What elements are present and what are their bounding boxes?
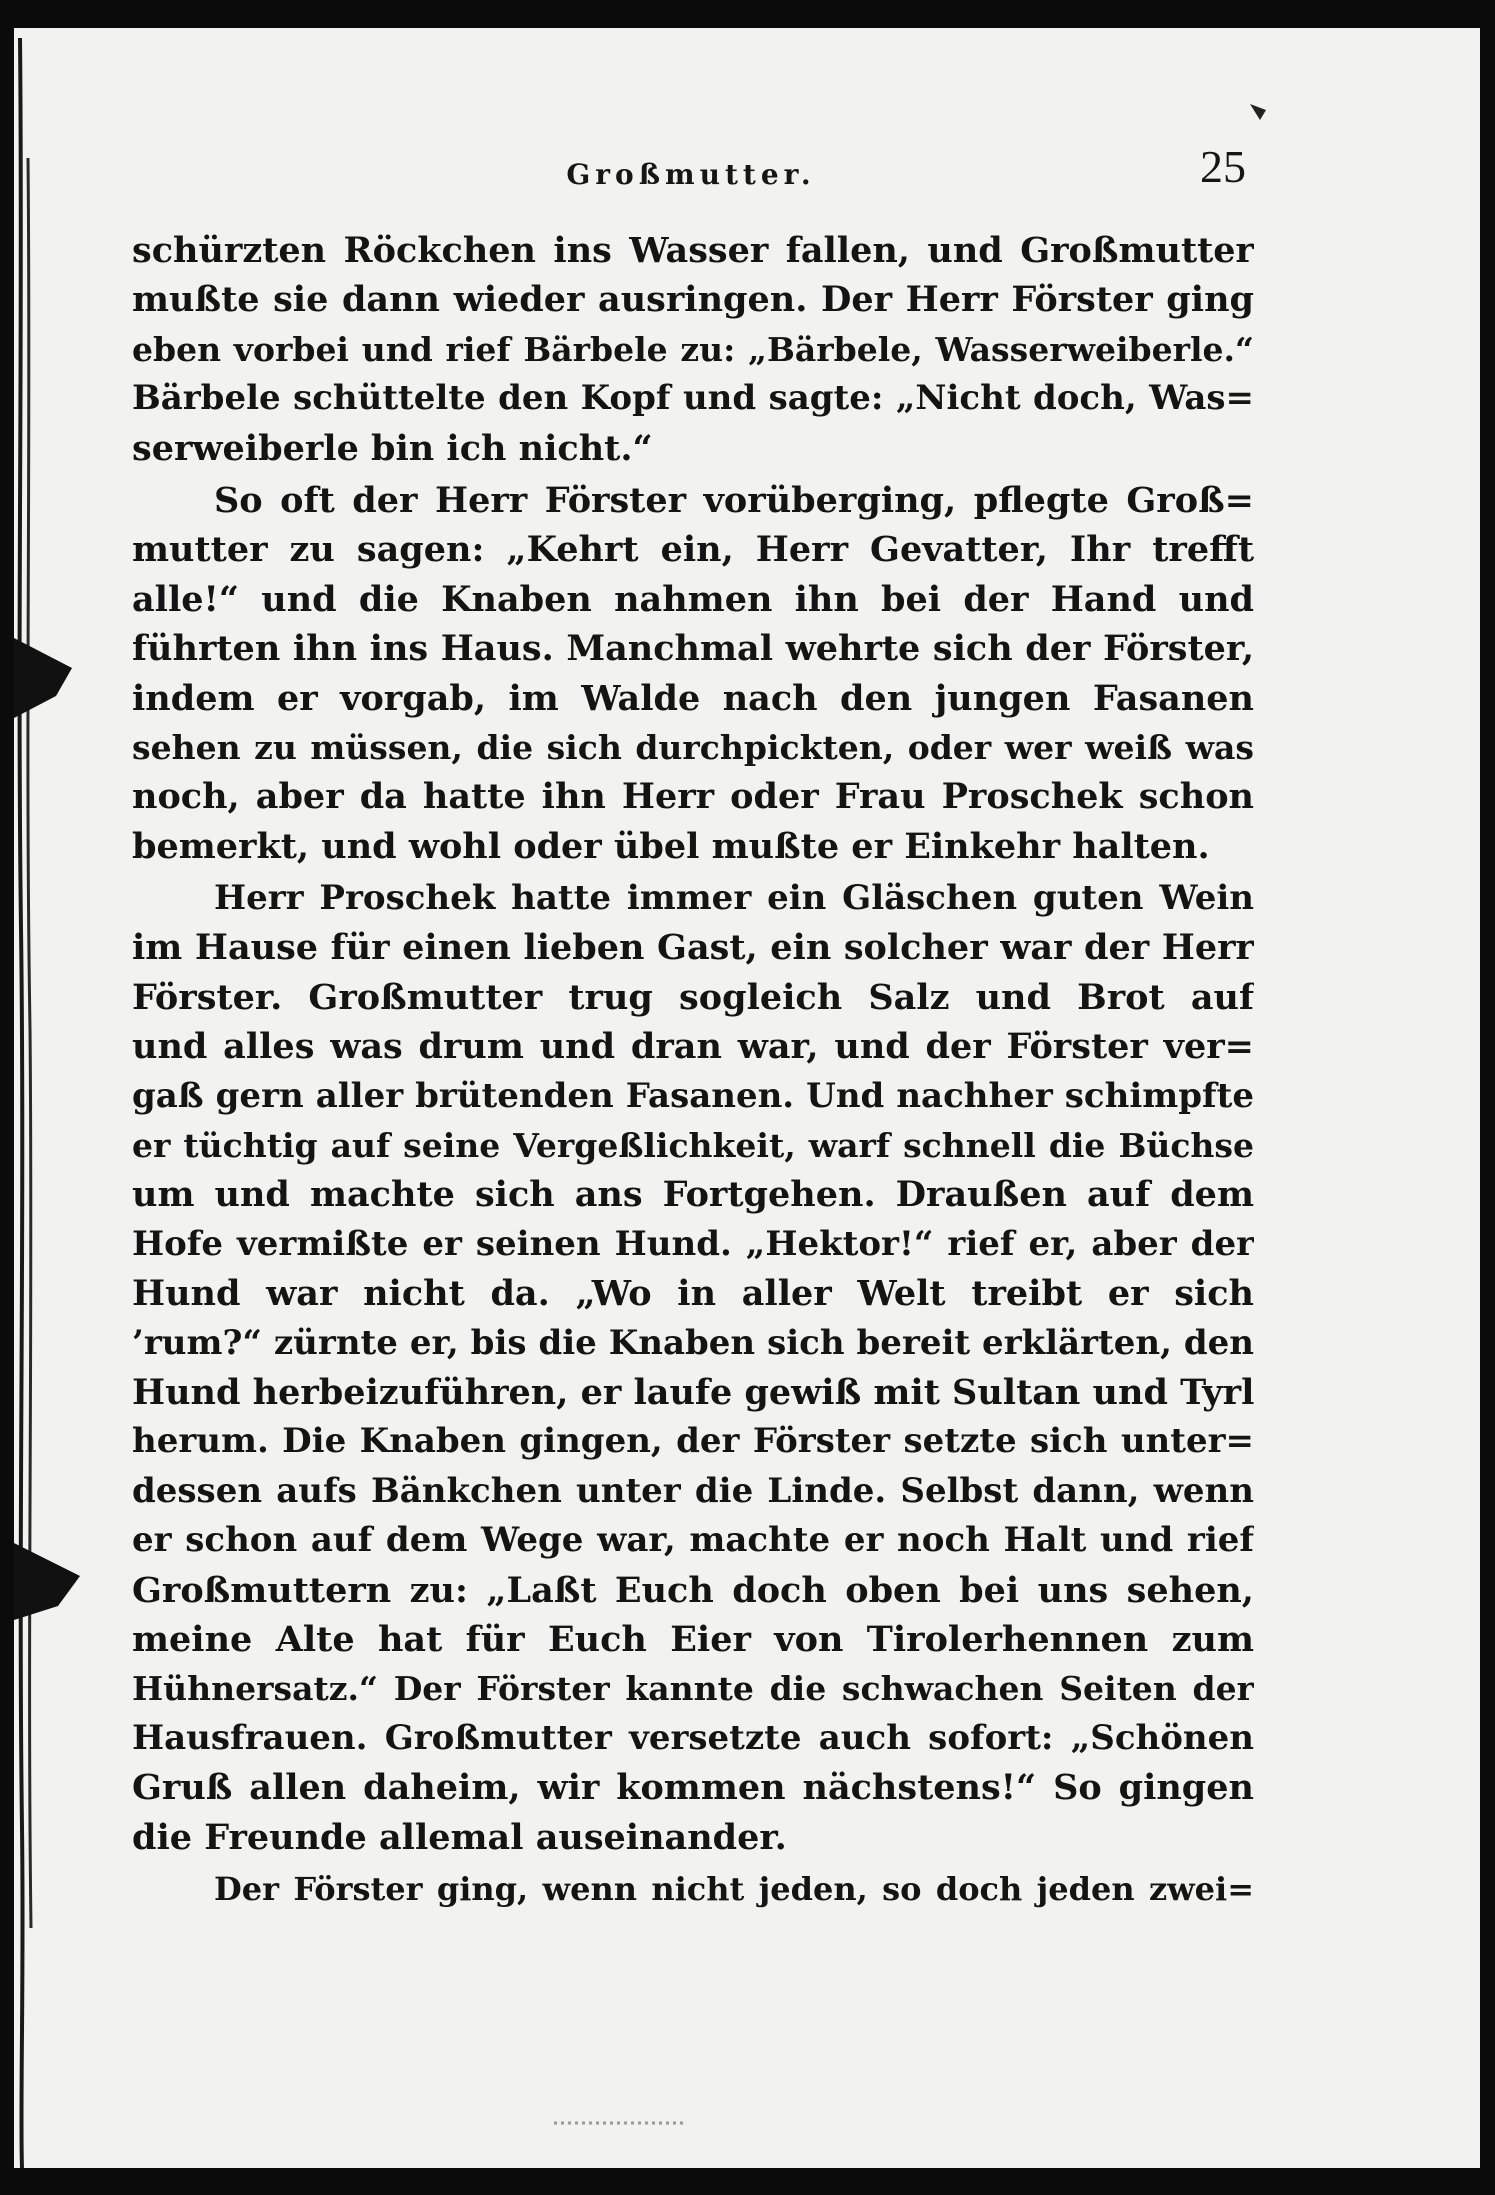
text-line: Förster. Großmutter trug sogleich Salz und Brot auf: [132, 976, 1254, 1018]
paragraph: [132, 1865, 1254, 1914]
text-line: meine Alte hat für Euch Eier von Tirolerhennen zum: [132, 1618, 1254, 1660]
text-line: Hofe vermißte er seinen Hund. „Hektor!“ rief er, aber der: [132, 1223, 1254, 1264]
text-line: Gruß allen daheim, wir kommen nächstens!“ So gingen: [132, 1767, 1254, 1809]
running-title: Großmutter.: [566, 158, 816, 191]
body-text: [132, 226, 1254, 1914]
text-line: So oft der Herr Förster vorüberging, pflegte Groß=: [214, 479, 1254, 521]
binding-thread-edge: [14, 28, 86, 2168]
text-line: indem er vorgab, im Walde nach den jungen Fasanen: [132, 677, 1254, 719]
text-line: ’rum?“ zürnte er, bis die Knaben sich bereit erklärten, den: [132, 1322, 1254, 1363]
text-line: und alles was drum und dran war, und der Förster ver=: [132, 1026, 1254, 1068]
paragraph: [132, 874, 1254, 1862]
paragraph: [132, 226, 1254, 473]
text-line: alle!“ und die Knaben nahmen ihn bei der Hand und: [132, 578, 1254, 620]
paragraph: [132, 476, 1254, 871]
book-page: [14, 28, 1480, 2168]
text-line: dessen aufs Bänkchen unter die Linde. Selbst dann, wenn: [132, 1470, 1254, 1511]
text-line: die Freunde allemal auseinander.: [132, 1816, 787, 1858]
bottom-ink-mark: [554, 2118, 684, 2128]
text-line: er schon auf dem Wege war, machte er noch Halt und rief: [132, 1520, 1254, 1561]
page-number: 25: [1200, 141, 1246, 192]
text-line: Großmuttern zu: „Laßt Euch doch oben bei uns sehen,: [132, 1569, 1254, 1611]
text-line: im Hause für einen lieben Gast, ein solcher war der Herr: [132, 927, 1254, 969]
text-line: noch, aber da hatte ihn Herr oder Frau Proschek schon: [132, 776, 1254, 818]
text-line: schürzten Röckchen ins Wasser fallen, und Großmutter: [132, 230, 1254, 271]
text-line: Hausfrauen. Großmutter versetzte auch sofort: „Schönen: [132, 1717, 1254, 1758]
text-line: Herr Proschek hatte immer ein Gläschen guten Wein: [214, 878, 1254, 919]
text-line: gaß gern aller brütenden Fasanen. Und nachher schimpfte: [132, 1075, 1254, 1116]
text-line: mutter zu sagen: „Kehrt ein, Herr Gevatter, Ihr trefft: [132, 529, 1254, 571]
text-line: führten ihn ins Haus. Manchmal wehrte sich der Förster,: [132, 628, 1254, 670]
text-line: Hund war nicht da. „Wo in aller Welt treibt er sich: [132, 1273, 1254, 1315]
text-line: Der Förster ging, wenn nicht jeden, so doch jeden zwei=: [214, 1869, 1254, 1908]
text-line: er tüchtig auf seine Vergeßlichkeit, warf schnell die Büchse: [132, 1126, 1254, 1166]
page-header: [132, 140, 1250, 200]
text-line: Hühnersatz.“ Der Förster kannte die schwachen Seiten der: [132, 1669, 1254, 1709]
text-line: um und machte sich ans Fortgehen. Draußen auf dem: [132, 1174, 1254, 1216]
text-line: serweiberle bin ich nicht.“: [132, 427, 653, 469]
text-line: sehen zu müssen, die sich durchpickten, oder wer weiß was: [132, 727, 1254, 767]
text-line: mußte sie dann wieder ausringen. Der Herr Förster ging: [132, 279, 1254, 321]
text-line: eben vorbei und rief Bärbele zu: „Bärbele, Wasserweiberle.“: [132, 329, 1254, 369]
text-line: Bärbele schüttelte den Kopf und sagte: „Nicht doch, Was=: [132, 378, 1254, 419]
text-line: Hund herbeizuführen, er laufe gewiß mit Sultan und Tyrl: [132, 1371, 1254, 1413]
speck-mark: [1246, 100, 1272, 126]
text-line: bemerkt, und wohl oder übel mußte er Einkehr halten.: [132, 825, 1210, 867]
text-line: herum. Die Knaben gingen, der Förster setzte sich unter=: [132, 1421, 1254, 1462]
